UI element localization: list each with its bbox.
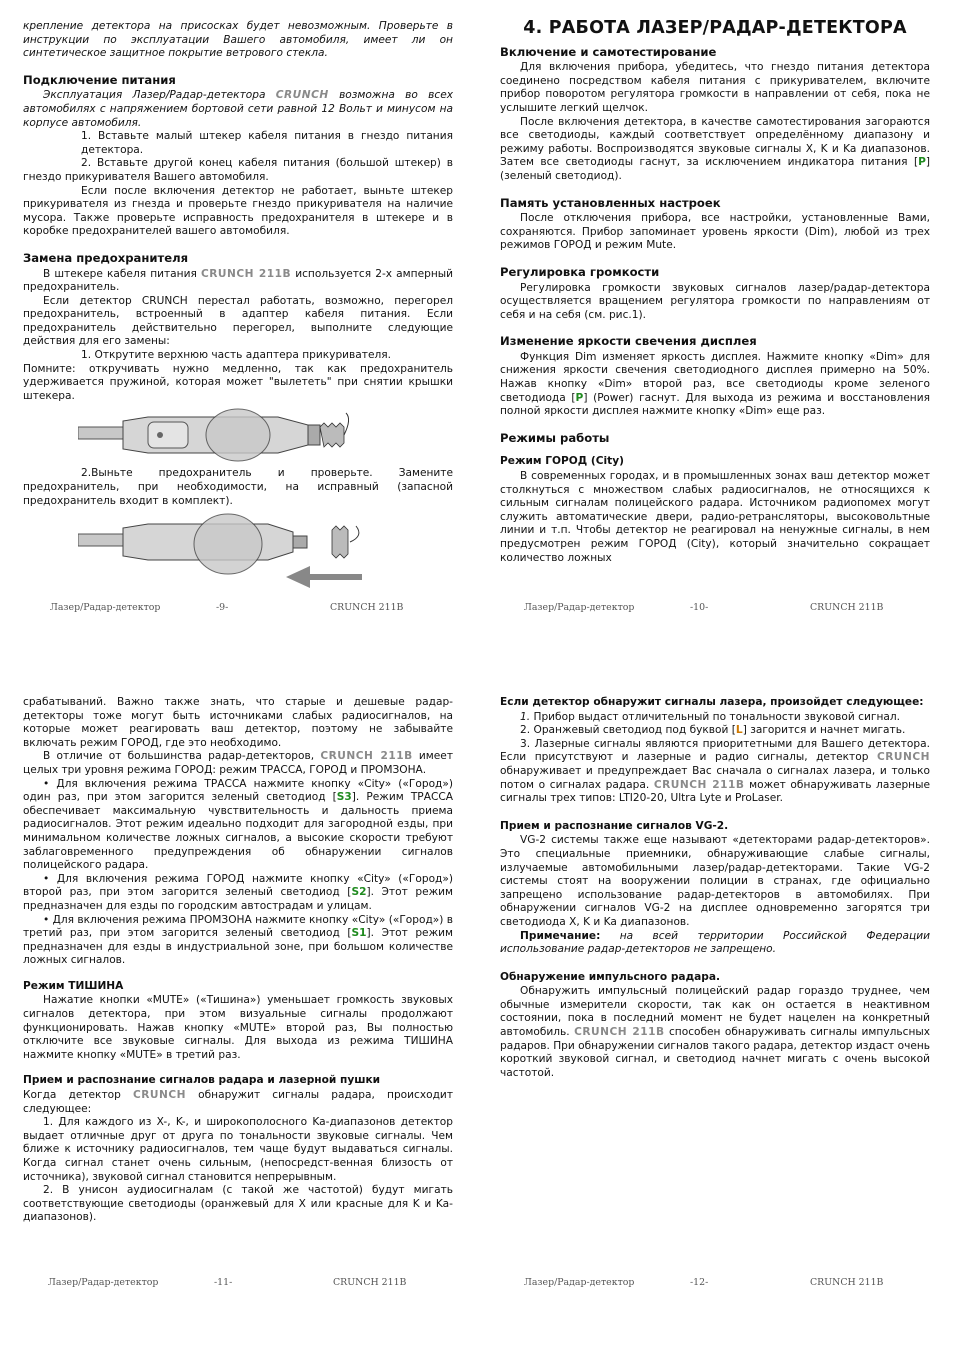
volume-paragraph: Регулировка громкости звуковых сигналов лазер/радар-детектора осуществляется вращением регулятора громкости по направлениям от себя и на себя (см. рис.1).	[500, 281, 930, 321]
power-heading: Подключение питания	[23, 72, 176, 87]
mute-paragraph: Нажатие кнопки «MUTE» («Тишина») уменьшает громкость звуковых сигналов детектора, при этом визуальные сигналы продолжают функционировать. Нажав кнопку «MUTE» второй раз, Вы полностью отключите все звуковые сигналы. Для выхода из режима ТИШИНА нажмите кнопку «MUTE» в третий раз.	[23, 994, 453, 1061]
footer-left: Лазер/Радар-детектор	[50, 602, 161, 613]
footer-right: CRUNCH 211B	[330, 602, 404, 613]
laser-item-2: 2. Оранжевый светодиод под буквой [L] загорится и начнет мигать.	[520, 724, 906, 737]
power-on-paragraph: Для включения прибора, убедитесь, что гнездо питания детектора соединено посредством кабеля питания с прикуривателем, включите прибор поворотом регулятора громкости в направлении от себя, пока не услышите легкий щелчок.	[500, 61, 930, 114]
plug-illustration-2	[78, 512, 388, 592]
promzona-paragraph: • Для включения режима ПРОМЗОНА нажмите кнопку «City» («Город») в третий раз, при этом загорится зеленый светодиод [S1]. Этот режим предназначен для езды в индустриальной зоне, при большом количестве ложных сигналов.	[23, 913, 454, 967]
fuse-step-1: 1. Открутите верхнюю часть адаптера прикуривателя.	[81, 349, 391, 362]
laser-heading: Если детектор обнаружит сигналы лазера, произойдет следующее:	[500, 696, 924, 708]
modes-heading: Режимы работы	[500, 430, 610, 445]
footer-right: CRUNCH 211B	[333, 1277, 407, 1288]
impulse-paragraph: Обнаружить импульсный полицейский радар гораздо труднее, чем обычные измерители скорости, так как он остается в неактивном состоянии, пока в последний момент не будет нацелен на конкретный автомобиль. CRUNCH 211B способен обнаруживать сигналы импульсных радаров. При обнаружении сигналов такого радара, детектор издаст очень короткий звуковой сигнал, и светодиод начнет мигать с очень высокой частотой.	[500, 985, 931, 1079]
city-paragraph: В современных городах, и в промышленных зонах ваш детектор может столкнуться с множеством слабых радиосигналов, не относящихся к сильным сигналам полицейского радара. Источником радиопомех могут служить автоматические двери, радио-ретрансляторы, высоковольтные линии и т.п. Чтобы детектор не реагировал на ненужные сигналы, в нем предусмотрен режим ГОРОД (City), который значительно сокращает количество ложных	[500, 470, 930, 564]
plug-illustration-1	[78, 407, 378, 463]
power-step-1: 1. Вставьте малый штекер кабеля питания в гнездо питания детектора.	[81, 130, 453, 156]
dim-heading: Изменение яркости свечения дисплея	[500, 334, 757, 349]
page-12	[500, 696, 930, 1080]
intro-text: крепление детектора на присосках будет невозможным. Проверьте в инструкции по эксплуатации Вашего автомобиля, имеет ли он синтетическое защитное покрытие ветрового стекла.	[23, 20, 453, 60]
page-number: -12-	[690, 1277, 709, 1288]
footer-left: Лазер/Радар-детектор	[48, 1277, 159, 1288]
trassa-paragraph: • Для включения режима ТРАССА нажмите кнопку «City» («Город») один раз, при этом загорится зеленый светодиод [S3]. Режим ТРАССА обеспечивает максимальную чувствительность и дальность приема радиосигналов. Этот режим идеально подходит для загородной езды, при минимальном количестве ложных сигналов, а высокие скорости требуют заблаговременного предупреждения об обнаружении сигналов полицейского радара.	[23, 777, 453, 872]
receive-item-1: 1. Для каждого из X-, K-, и широкополосного Ka-диапазонов детектор выдает отличные друг от друга по тональности звуковые сигналы. Чем ближе к источнику радиосигналов, тем чаще будут выдаваться сигналы. Когда сигнал станет очень сильным, (непосредст-венная близость от источника), звуковой сигнал становится непрерывным.	[23, 1116, 453, 1183]
memory-heading: Память установленных настроек	[500, 195, 721, 210]
city-heading: Режим ГОРОД (City)	[500, 455, 624, 468]
mute-heading: Режим ТИШИНА	[23, 979, 124, 992]
vg2-paragraph: VG-2 системы также еще называют «детекторами радар-детекторов». Это специальные приемники, обнаруживающие слабые сигналы, излучаемые автомобильными лазер/радар-детекторами. Такие VG-2 системы стоят на вооружении полиции в странах, где официально запрещено использование радар-детекторов в автомобилях. При обнаружении сигналов VG-2 на дисплее одновременно загорятся три светодиода X, K и Ka диапазонов.	[500, 834, 930, 928]
memory-paragraph: После отключения прибора, все настройки, установленные Вами, сохраняются. Прибор запоминает уровень яркости (Dim), любой из трех режимов ГОРОД и режим Mute.	[500, 212, 930, 252]
page-number: -11-	[214, 1277, 233, 1288]
footer-right: CRUNCH 211B	[810, 602, 884, 613]
chapter-title: 4. РАБОТА ЛАЗЕР/РАДАР-ДЕТЕКТОРА	[523, 18, 907, 38]
levels-paragraph: В отличие от большинства радар-детекторов, CRUNCH 211B имеет целых три уровня режима ГОРОД: режим ТРАССА, ГОРОД и ПРОМЗОНА.	[23, 750, 453, 776]
brand-name: CRUNCH	[275, 89, 329, 102]
page-number: -10-	[690, 602, 709, 613]
fuse-paragraph-2: Если детектор CRUNCH перестал работать, возможно, перегорел предохранитель, встроенный в адаптер кабеля питания. Если предохранитель действительно перегорел, выполните следующие действия для его замены:	[23, 294, 453, 348]
selftest-paragraph: После включения детектора, в качестве самотестирования загораются все светодиоды, каждый соответствует определённому диапазону и режиму работы. Воспроизводятся звуковые сигналы X, K и Ka диапазонов. Затем все светодиоды гаснут, за исключением индикатора питания [P] (зеленый светодиод).	[500, 115, 930, 182]
receive-heading: Прием и распознание сигналов радара и лазерной пушки	[23, 1074, 381, 1087]
footer-left: Лазер/Радар-детектор	[524, 602, 635, 613]
page-10	[500, 20, 930, 565]
fuse-heading: Замена предохранителя	[23, 250, 189, 265]
receive-paragraph: Когда детектор CRUNCH обнаружит сигналы радара, происходит следующее:	[23, 1089, 453, 1115]
receive-item-2: 2. В унисон аудиосигналам (с такой же частотой) будут мигать соответствующие светодиоды (оранжевый для X или красные для K и Ka-диапазонов).	[23, 1184, 453, 1224]
fuse-note: Помните: откручивать нужно медленно, так как предохранитель удерживается пружиной, которая может "вылететь" при снятии крышки штекера.	[23, 362, 453, 402]
vg2-heading: Прием и распознание сигналов VG-2.	[500, 819, 729, 832]
power-on-heading: Включение и самотестирование	[500, 44, 717, 59]
volume-heading: Регулировка громкости	[500, 264, 660, 279]
power-paragraph: Эксплуатация Лазер/Радар-детектора CRUNCH возможна во всех автомобилях с напряжением бортовой сети равной 12 Вольт и минусом на корпусе автомобиля.	[23, 89, 454, 129]
footer-left: Лазер/Радар-детектор	[524, 1277, 635, 1288]
page-9	[23, 20, 453, 596]
page-11	[23, 696, 453, 1225]
footer-right: CRUNCH 211B	[810, 1277, 884, 1288]
fuse-step-2: 2.Выньте предохранитель и проверьте. Замените предохранитель, при необходимости, на исправный (запасной предохранитель входит в комплект).	[23, 467, 453, 507]
dim-paragraph: Функция Dim изменяет яркость дисплея. Нажмите кнопку «Dim» для снижения яркости свечения светодиодного дисплея примерно на 50%. Нажав кнопку «Dim» второй раз, все светодиоды кроме зеленого светодиода [P] (Power) гаснут. Для выхода из режима и восстановления полной яркости дисплея нажмите кнопку «Dim» еще раз.	[500, 350, 930, 418]
power-step-2: 2. Вставьте другой конец кабеля питания (большой штекер) в гнездо прикуривателя Вашего автомобиля.	[23, 157, 453, 183]
power-check: Если после включения детектор не работает, выньте штекер прикуривателя из гнезда и проверьте гнездо прикуривателя на наличие мусора. Также проверьте исправность предохранителя в штекере и в коробке предохранителей вашего автомобиля.	[23, 184, 453, 238]
impulse-heading: Обнаружение импульсного радара.	[500, 970, 721, 983]
fuse-paragraph: В штекере кабеля питания CRUNCH 211B используется 2-х амперный предохранитель.	[23, 267, 453, 294]
led-p: P	[918, 156, 926, 169]
laser-item-3: 3. Лазерные сигналы являются приоритетными для Вашего детектора. Если присутствуют и лазерные и радио сигналы, детектор CRUNCH обнаруживает и предупреждает Вас сначала о сигналах лазера, и только потом о сигналах радара. CRUNCH 211B может обнаруживать лазерные сигналы трех типов: LTI20-20, Ultra Lyte и ProLaser.	[500, 737, 930, 805]
city-continued: срабатываний. Важно также знать, что старые и дешевые радар-детекторы тоже могут быть источниками слабых радиосигналов, на которые может реагировать ваш детектор, поэтому не забывайте включать режим ГОРОД, где это необходимо.	[23, 696, 453, 749]
gorod-paragraph: • Для включения режима ГОРОД нажмите кнопку «City» («Город») второй раз, при этом загорится зеленый светодиод [S2]. Этот режим предназначен для езды по городским автострадам и улицам.	[23, 872, 454, 912]
page-number: -9-	[216, 602, 229, 613]
laser-item-1: 1. Прибор выдаст отличительный по тональности звуковой сигнал.	[520, 710, 900, 723]
vg2-note: Примечание: на всей территории Российской Федерации использование радар-детекторов не запрещено.	[500, 929, 930, 956]
